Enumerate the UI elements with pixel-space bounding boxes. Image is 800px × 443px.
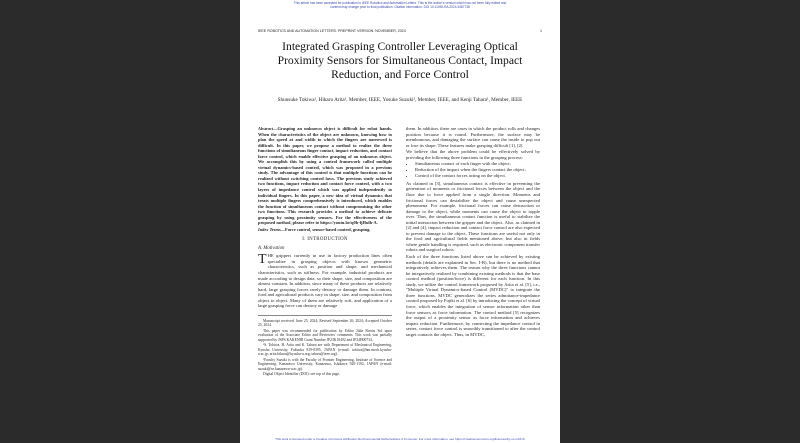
footnote-doi: Digital Object Identifier (DOI): see top of this page. (263, 372, 340, 377)
banner-line-2: content may change prior to final publication. Citation information: DOI 10.1109/LRA.2024.3487738 (330, 5, 470, 9)
paper-page (240, 0, 560, 443)
abstract (258, 126, 392, 226)
index-terms-lead: Index Terms (258, 226, 281, 232)
footnotes (258, 315, 392, 377)
section-heading-introduction: I. INTRODUCTION (302, 237, 348, 243)
intro-paragraph (258, 253, 392, 308)
subsection-heading-motivation: A. Motivation (258, 245, 285, 251)
footnote-manuscript: Manuscript received: June 25, 2024; Revised September 26, 2024; Accepted October 25, 2024. (258, 318, 392, 328)
list-item: • Simultaneous contact of each finger with the object; (415, 161, 540, 167)
body-paragraph-2: We believe that the above problem could be effectively solved by providing the following three functions in the grasping process: (406, 149, 540, 160)
page-number: 1 (540, 29, 542, 33)
author-list: Shunsuke Tokiwa¹, Hikaru Arita¹, Member, IEEE, Yosuke Suzuki², Member, IEEE, and Kenji Tahara¹, Member, IEEE (277, 97, 523, 103)
banner-line-1: This article has been accepted for publication in IEEE Robotics and Automation Letters. This is the author's version which has not been fully edited and (293, 1, 507, 5)
footnote-recommendation: This paper was recommended for publication by Editor Júlia Borràs Sol upon evaluation of the Associate Editor and Reviewers' comments. This work was partially supported by JSPS KAKENHI Grant Number JP23K18492 and JP24H00734. (258, 328, 392, 342)
right-column (406, 126, 540, 338)
license-footer: This work is licensed under a Creative Commons Attribution-NonCommercial-NoDerivatives 4.0 License. For more information, see https://creativecommons.org/licenses/by-nc-nd/4.0/ (275, 437, 525, 441)
running-head (258, 29, 542, 33)
intro-paragraph-text: HE grippers currently in use in factory production lines often specialize in grasping objects with known geometric characteristics, such as position and shape, and mechanical characteristics, such as stiffness. For example, industrial products are made according to design data, so their shape, size, and composition are almost constant. In addition, since many of these products are relatively hard, large grasping forces rarely destroy or damage them. In contrast, food and agricultural products vary in shape, size, and composition from object to object. Many of them are relatively soft, and application of a large grasping force can destroy or damage (258, 253, 392, 309)
abstract-lead: Abstract (258, 126, 274, 131)
index-terms-text: —Force control, sensor-based control, grasping. (280, 226, 371, 232)
abstract-text: —Grasping an unknown object is difficult for robot hands. When the characteristics of the object are unknown, knowing how to plan the speed at and width to which the fingers are narrowed is difficult. In this paper, we propose a method to realize the three functions of simultaneous finger contact, impact reduction, and contact force control, which enable effective grasping of an unknown object. We accomplish this by using a control framework called multiple virtual dynamics-based control, which was proposed in a previous study. The advantage of this control is that multiple functions can be realized without switching control laws. The previous study achieved two functions, impact reduction and contact force control, with a two layers of impedance control which was applied independently to individual fingers. In this paper, a new idea of virtual dynamics that treats multiple fingers comprehensively is introduced, which enables the function of simultaneous contact without compromising the other two functions. This research provides a method to achieve delicate grasping by using proximity sensors. For the effectiveness of the proposed method, please refer to https://youtu.be/q0b-fjHulh-A. (258, 126, 392, 226)
drop-cap: T (258, 252, 267, 268)
list-item: • Control of the contact forces acting on the object. (415, 173, 540, 179)
footnote-affiliation-1: ¹S. Tokiwa, H. Arita and K. Tahara are with Department of Mechanical Engineering, Kyushu University, Fukuoka 819-0395, JAPAN (e-mail: tokiwa@hm.mech.kyushu-u.ac.jp; arita.hikaru@kyushu-u.org; tahara@ieee.org). (258, 343, 392, 357)
list-item: • Reduction of the impact when the fingers contact the object; (415, 167, 540, 173)
paper-title: Integrated Grasping Controller Leveraging Optical Proximity Sensors for Simultaneous Contact, Impact Reduction, and Force Control (277, 40, 523, 81)
running-head-text: IEEE ROBOTICS AND AUTOMATION LETTERS. PREPRINT VERSION. NOVEMBER, 2024 (258, 29, 406, 33)
left-column (258, 126, 392, 378)
acceptance-banner (240, 1, 560, 9)
function-list (406, 161, 540, 179)
body-paragraph-4: Each of the three functions listed above can be achieved by existing methods (details are explained in Sec. I-B), but there is no method that integratively achieves them. The reason why the three functions cannot be integratively realized by combining existing methods is that the base control method (position/force) is different for each function. In this study, we utilize the control framework proposed by Arita et al. [5], i.e., "Multiple Virtual Dynamics-based Control (MVDC)" to integrate the three functions. MVDC generalizes the series admittance-impedance control proposed by Fujiki et al. [6] by introducing the concept of virtual force, which enables the integration of sensor information other than force sensors as force information. The control method [5] recognizes the output of a proximity sensor as force information and achieves impact reduction. Furthermore, by connecting the impedance control in series, contact force control is smoothly transitioned to after the control target contacts the object. Thus, in MVDC, (406, 254, 540, 337)
index-terms (258, 227, 392, 232)
body-paragraph-3: As claimed in [3], simultaneous contact is effective in preventing the generation of moments or frictional forces between the object and the floor due to force applied from a single direction. Moments and frictional forces can destabilize the object and cause unexpected phenomena. For example, frictional forces can cause destruction or damage to the object, while moments can cause the object to topple over. Thus, the simultaneous contact function is useful to stabilize the initial interaction between the gripper and the object. Also, as claimed in [2] and [4], impact reduction and contact force control are also expected to prevent damage to the object. These functions are useful not only in the food and agricultural fields mentioned above, but also in fields where gentle handling is required, such as electronic component transfer robots and surgical robots. (406, 180, 540, 253)
footnote-affiliation-2: ²Faculty Suzuki is with the Faculty of Frontier Engineering, Institute of Science and Engineering, Kanazawa University, Kanazawa, Ishikawa 920-1192, JAPAN (e-mail: suzuki@se.kanazawa-u.ac.jp). (258, 357, 392, 371)
body-paragraph-1: them. In addition, there are cases in which the product rolls and changes position because it is round. Furthermore, the surface may be membranous, and damaging the surface can cause the inside to pop out or lose its shape. These features make grasping difficult [1], [2]. (406, 126, 540, 148)
